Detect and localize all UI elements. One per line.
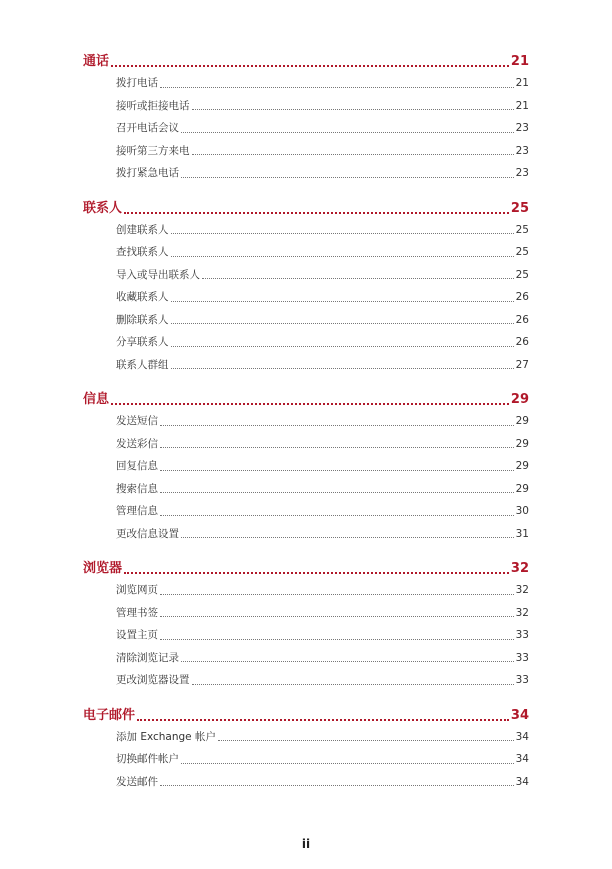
toc-entry-link[interactable] bbox=[116, 354, 529, 377]
toc-entry-title: 回复信息 bbox=[116, 460, 158, 472]
toc-entry-link[interactable] bbox=[116, 579, 529, 602]
toc-entry-page-number: 21 bbox=[515, 99, 529, 112]
toc-section bbox=[83, 390, 529, 545]
toc-entry-title: 搜索信息 bbox=[116, 482, 158, 495]
section-title: 信息 bbox=[83, 392, 110, 407]
toc-entry-link[interactable] bbox=[116, 748, 529, 771]
toc-entry-link[interactable] bbox=[116, 117, 529, 140]
toc-entry-page-number: 29 bbox=[515, 482, 529, 495]
toc-entry-page-number: 23 bbox=[515, 122, 529, 134]
toc-entry-title: 更改信息设置 bbox=[116, 527, 179, 540]
toc-entry-page-number: 33 bbox=[515, 674, 529, 686]
toc-entry-page-number: 29 bbox=[515, 437, 529, 450]
toc-item-list bbox=[116, 726, 529, 794]
dot-leader bbox=[160, 785, 514, 786]
section-title: 浏览器 bbox=[83, 561, 123, 576]
toc-entry-page-number: 27 bbox=[515, 358, 529, 371]
dot-leader bbox=[160, 447, 514, 448]
toc-entry-link[interactable] bbox=[116, 219, 529, 242]
toc-entry-link[interactable] bbox=[116, 478, 529, 501]
dot-leader bbox=[192, 154, 514, 155]
toc-entry-page-number: 25 bbox=[515, 268, 529, 281]
section-title: 联系人 bbox=[83, 200, 123, 216]
toc-entry-title: 接听第三方来电 bbox=[116, 144, 190, 157]
section-heading-link[interactable] bbox=[83, 706, 529, 726]
toc-entry-link[interactable] bbox=[116, 624, 529, 647]
dot-leader bbox=[124, 572, 509, 574]
toc-section bbox=[83, 559, 529, 692]
toc-section bbox=[83, 52, 529, 185]
dot-leader bbox=[124, 212, 509, 214]
dot-leader bbox=[160, 425, 514, 426]
toc-entry-page-number: 32 bbox=[515, 606, 529, 619]
dot-leader bbox=[171, 368, 514, 369]
dot-leader bbox=[181, 132, 514, 133]
dot-leader bbox=[171, 346, 514, 347]
toc-entry-link[interactable] bbox=[116, 286, 529, 309]
toc-entry-title: 联系人群组 bbox=[116, 358, 169, 371]
toc-entry-title: 更改浏览器设置 bbox=[116, 674, 190, 686]
toc-entry-title: 管理书签 bbox=[116, 606, 158, 619]
toc-entry-title: 设置主页 bbox=[116, 629, 158, 641]
section-page-number: 25 bbox=[510, 200, 529, 216]
toc-entry-page-number: 29 bbox=[515, 415, 529, 427]
dot-leader bbox=[171, 233, 514, 234]
toc-entry-link[interactable] bbox=[116, 140, 529, 163]
dot-leader bbox=[111, 403, 509, 405]
toc-entry-title: 发送彩信 bbox=[116, 437, 158, 450]
dot-leader bbox=[218, 740, 514, 741]
section-heading-link[interactable] bbox=[83, 52, 529, 72]
toc-entry-page-number: 26 bbox=[515, 291, 529, 303]
toc-entry-link[interactable] bbox=[116, 331, 529, 354]
toc-entry-page-number: 34 bbox=[515, 775, 529, 788]
toc-entry-link[interactable] bbox=[116, 455, 529, 478]
table-of-contents bbox=[83, 52, 529, 807]
toc-entry-page-number: 21 bbox=[515, 77, 529, 89]
section-page-number: 21 bbox=[510, 54, 529, 69]
toc-entry-title: 浏览网页 bbox=[116, 584, 158, 596]
toc-entry-title: 接听或拒接电话 bbox=[116, 99, 190, 112]
toc-entry-title: 发送短信 bbox=[116, 415, 158, 427]
toc-entry-link[interactable] bbox=[116, 264, 529, 287]
section-title: 通话 bbox=[83, 54, 110, 69]
dot-leader bbox=[160, 470, 514, 471]
section-heading-link[interactable] bbox=[83, 390, 529, 410]
toc-entry-link[interactable] bbox=[116, 410, 529, 433]
section-page-number: 34 bbox=[510, 707, 529, 723]
toc-entry-link[interactable] bbox=[116, 72, 529, 95]
toc-section bbox=[83, 199, 529, 377]
toc-entry-link[interactable] bbox=[116, 669, 529, 692]
toc-entry-page-number: 25 bbox=[515, 246, 529, 258]
section-page-number: 32 bbox=[510, 561, 529, 576]
toc-entry-link[interactable] bbox=[116, 647, 529, 670]
toc-entry-title: 删除联系人 bbox=[116, 313, 169, 326]
toc-section bbox=[83, 706, 529, 794]
toc-entry-link[interactable] bbox=[116, 771, 529, 794]
toc-entry-title: 拨打电话 bbox=[116, 77, 158, 89]
dot-leader bbox=[192, 109, 514, 110]
toc-entry-page-number: 25 bbox=[515, 223, 529, 236]
dot-leader bbox=[181, 763, 514, 764]
dot-leader bbox=[160, 616, 514, 617]
dot-leader bbox=[160, 87, 514, 88]
dot-leader bbox=[181, 661, 514, 662]
section-heading-link[interactable] bbox=[83, 199, 529, 219]
dot-leader bbox=[181, 537, 514, 538]
dot-leader bbox=[202, 278, 514, 279]
dot-leader bbox=[171, 256, 514, 257]
toc-entry-link[interactable] bbox=[116, 95, 529, 118]
toc-entry-page-number: 26 bbox=[515, 313, 529, 326]
toc-entry-page-number: 29 bbox=[515, 460, 529, 472]
toc-entry-link[interactable] bbox=[116, 433, 529, 456]
dot-leader bbox=[160, 594, 514, 595]
toc-entry-title: 收藏联系人 bbox=[116, 291, 169, 303]
section-page-number: 29 bbox=[510, 392, 529, 407]
dot-leader bbox=[171, 323, 514, 324]
toc-entry-page-number: 33 bbox=[515, 651, 529, 664]
toc-entry-page-number: 23 bbox=[515, 167, 529, 179]
toc-entry-title: 查找联系人 bbox=[116, 246, 169, 258]
toc-entry-page-number: 34 bbox=[515, 753, 529, 765]
toc-entry-link[interactable] bbox=[116, 241, 529, 264]
dot-leader bbox=[111, 65, 509, 67]
toc-entry-title: 清除浏览记录 bbox=[116, 651, 179, 664]
toc-entry-page-number: 30 bbox=[515, 505, 529, 517]
toc-entry-link[interactable] bbox=[116, 602, 529, 625]
dot-leader bbox=[192, 684, 514, 685]
toc-entry-title: 拨打紧急电话 bbox=[116, 167, 179, 179]
toc-entry-page-number: 26 bbox=[515, 336, 529, 348]
toc-entry-page-number: 31 bbox=[515, 527, 529, 540]
toc-entry-link[interactable] bbox=[116, 500, 529, 523]
dot-leader bbox=[181, 177, 514, 178]
toc-entry-title: 召开电话会议 bbox=[116, 122, 179, 134]
toc-entry-link[interactable] bbox=[116, 523, 529, 546]
toc-entry-title: 创建联系人 bbox=[116, 223, 169, 236]
toc-entry-title: 管理信息 bbox=[116, 505, 158, 517]
toc-item-list bbox=[116, 72, 529, 185]
toc-item-list bbox=[116, 410, 529, 545]
dot-leader bbox=[171, 301, 514, 302]
toc-item-list bbox=[116, 219, 529, 377]
toc-entry-link[interactable] bbox=[116, 309, 529, 332]
toc-entry-page-number: 23 bbox=[515, 144, 529, 157]
toc-entry-title: 切换邮件帐户 bbox=[116, 753, 179, 765]
section-title: 电子邮件 bbox=[83, 707, 136, 723]
toc-entry-page-number: 33 bbox=[515, 629, 529, 641]
toc-entry-title: 导入或导出联系人 bbox=[116, 268, 200, 281]
dot-leader bbox=[137, 719, 509, 721]
toc-entry-page-number: 34 bbox=[515, 730, 529, 743]
toc-entry-title: 发送邮件 bbox=[116, 775, 158, 788]
toc-entry-title: 分享联系人 bbox=[116, 336, 169, 348]
dot-leader bbox=[160, 515, 514, 516]
toc-entry-link[interactable] bbox=[116, 726, 529, 749]
toc-entry-title: 添加 Exchange 帐户 bbox=[116, 730, 216, 743]
section-heading-link[interactable] bbox=[83, 559, 529, 579]
toc-entry-link[interactable] bbox=[116, 162, 529, 185]
toc-item-list bbox=[116, 579, 529, 692]
page-number: ii bbox=[301, 837, 311, 851]
toc-entry-page-number: 32 bbox=[515, 584, 529, 596]
dot-leader bbox=[160, 639, 514, 640]
dot-leader bbox=[160, 492, 514, 493]
